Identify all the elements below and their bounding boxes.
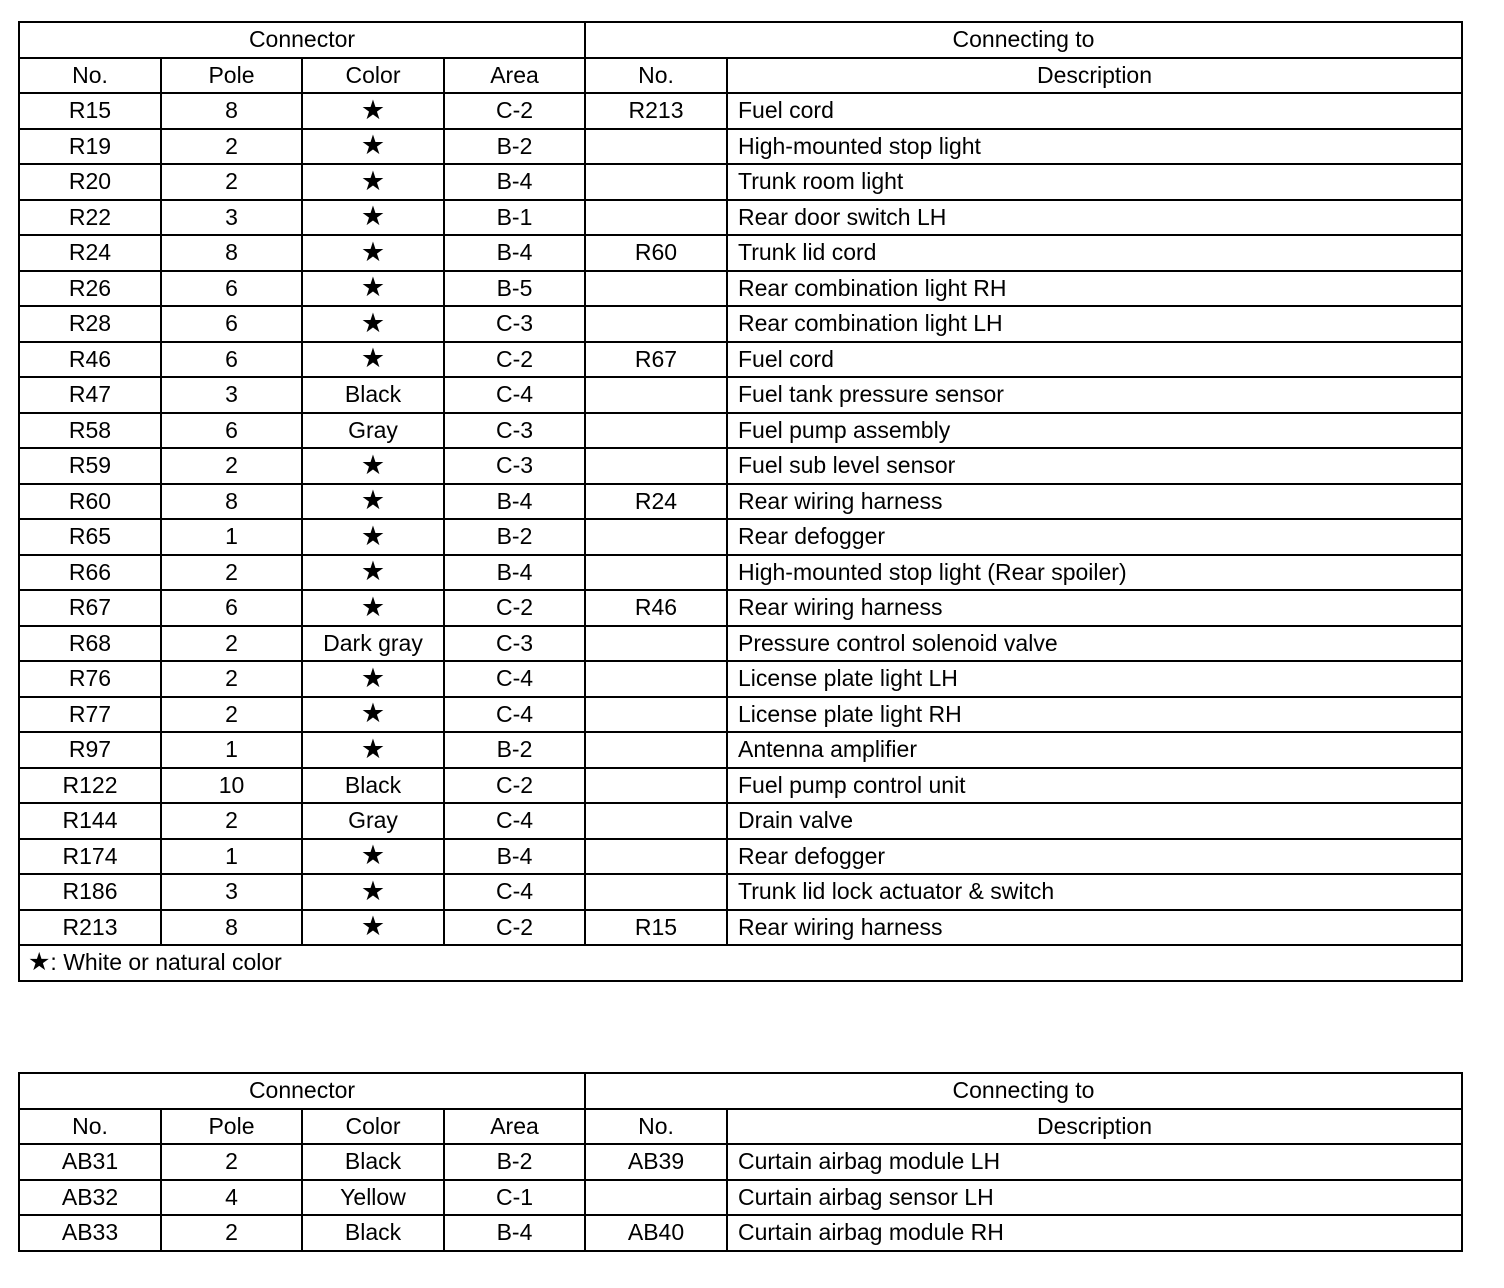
table-row <box>19 874 1462 910</box>
cell-area: B-2 <box>444 1144 585 1180</box>
cell-connecting-no <box>585 1180 727 1216</box>
cell-pole: 1 <box>161 519 302 555</box>
cell-color <box>302 93 444 129</box>
cell-connector-no: R59 <box>19 448 161 484</box>
connecting-to-group-header: Connecting to <box>585 22 1462 58</box>
cell-description: Antenna amplifier <box>727 732 1462 768</box>
cell-connector-no: R20 <box>19 164 161 200</box>
cell-area: B-4 <box>444 235 585 271</box>
cell-connecting-no <box>585 519 727 555</box>
cell-connector-no: AB33 <box>19 1215 161 1251</box>
table-footer <box>19 945 1462 981</box>
cell-color <box>302 306 444 342</box>
cell-connector-no: R15 <box>19 93 161 129</box>
cell-description: Curtain airbag module LH <box>727 1144 1462 1180</box>
cell-description: High-mounted stop light (Rear spoiler) <box>727 555 1462 591</box>
cell-color <box>302 590 444 626</box>
column-header-color: Color <box>302 1109 444 1145</box>
table-row <box>19 555 1462 591</box>
cell-pole: 8 <box>161 235 302 271</box>
table-row <box>19 1144 1462 1180</box>
cell-area: B-4 <box>444 1215 585 1251</box>
cell-pole: 2 <box>161 448 302 484</box>
table-row <box>19 93 1462 129</box>
cell-color <box>302 661 444 697</box>
cell-area: C-4 <box>444 697 585 733</box>
cell-description: Trunk room light <box>727 164 1462 200</box>
table-body <box>19 93 1462 945</box>
cell-pole: 1 <box>161 839 302 875</box>
cell-color: Gray <box>302 803 444 839</box>
cell-description: Fuel pump control unit <box>727 768 1462 804</box>
connector-group-header: Connector <box>19 22 585 58</box>
cell-area: C-3 <box>444 448 585 484</box>
cell-connector-no: R76 <box>19 661 161 697</box>
cell-area: C-2 <box>444 590 585 626</box>
star-icon: ★ <box>360 556 386 588</box>
cell-description: Fuel pump assembly <box>727 413 1462 449</box>
cell-connecting-no: AB40 <box>585 1215 727 1251</box>
table-row <box>19 910 1462 946</box>
table-row <box>19 271 1462 307</box>
cell-connector-no: R186 <box>19 874 161 910</box>
cell-color <box>302 732 444 768</box>
cell-connecting-no <box>585 200 727 236</box>
column-header-area: Area <box>444 58 585 94</box>
cell-area: C-2 <box>444 768 585 804</box>
cell-area: C-2 <box>444 93 585 129</box>
cell-connector-no: R68 <box>19 626 161 662</box>
cell-connecting-no <box>585 697 727 733</box>
cell-pole: 2 <box>161 661 302 697</box>
cell-color: Yellow <box>302 1180 444 1216</box>
cell-area: B-2 <box>444 129 585 165</box>
cell-connecting-no <box>585 413 727 449</box>
star-icon: ★ <box>360 733 386 765</box>
cell-connecting-no <box>585 803 727 839</box>
cell-pole: 2 <box>161 626 302 662</box>
cell-connector-no: R213 <box>19 910 161 946</box>
table-row <box>19 661 1462 697</box>
cell-connector-no: R67 <box>19 590 161 626</box>
column-header-row <box>19 1109 1462 1145</box>
cell-description: Pressure control solenoid valve <box>727 626 1462 662</box>
cell-description: Fuel cord <box>727 342 1462 378</box>
cell-description: Fuel tank pressure sensor <box>727 377 1462 413</box>
cell-pole: 10 <box>161 768 302 804</box>
cell-pole: 6 <box>161 342 302 378</box>
star-icon: ★ <box>360 875 386 907</box>
cell-pole: 2 <box>161 164 302 200</box>
column-header-color: Color <box>302 58 444 94</box>
connecting-to-group-header: Connecting to <box>585 1073 1462 1109</box>
cell-connector-no: R77 <box>19 697 161 733</box>
cell-color <box>302 448 444 484</box>
star-icon: ★ <box>360 201 386 233</box>
cell-color <box>302 519 444 555</box>
cell-connecting-no: R67 <box>585 342 727 378</box>
table-row <box>19 342 1462 378</box>
cell-description: License plate light LH <box>727 661 1462 697</box>
cell-connector-no: R122 <box>19 768 161 804</box>
cell-area: C-4 <box>444 803 585 839</box>
table-row <box>19 732 1462 768</box>
cell-description: Fuel cord <box>727 93 1462 129</box>
cell-description: Rear combination light RH <box>727 271 1462 307</box>
cell-connecting-no <box>585 448 727 484</box>
cell-description: Rear wiring harness <box>727 590 1462 626</box>
cell-color <box>302 129 444 165</box>
cell-area: B-1 <box>444 200 585 236</box>
cell-color <box>302 874 444 910</box>
cell-connector-no: R28 <box>19 306 161 342</box>
cell-area: C-3 <box>444 626 585 662</box>
cell-description: License plate light RH <box>727 697 1462 733</box>
cell-area: C-2 <box>444 910 585 946</box>
cell-area: B-4 <box>444 555 585 591</box>
cell-connector-no: R58 <box>19 413 161 449</box>
star-icon: ★ <box>360 130 386 162</box>
table-header <box>19 22 1462 93</box>
group-header-row <box>19 22 1462 58</box>
column-header-pole: Pole <box>161 58 302 94</box>
cell-color <box>302 910 444 946</box>
table-row <box>19 803 1462 839</box>
cell-area: C-3 <box>444 413 585 449</box>
legend-row <box>19 945 1462 981</box>
table-row <box>19 590 1462 626</box>
cell-area: B-4 <box>444 484 585 520</box>
table-row <box>19 413 1462 449</box>
table-row <box>19 200 1462 236</box>
star-icon: ★ <box>360 698 386 730</box>
cell-connecting-no: R60 <box>585 235 727 271</box>
cell-color: Dark gray <box>302 626 444 662</box>
cell-area: C-4 <box>444 661 585 697</box>
table-header <box>19 1073 1462 1144</box>
cell-connector-no: R144 <box>19 803 161 839</box>
connector-table-r <box>18 21 1463 982</box>
cell-area: B-5 <box>444 271 585 307</box>
cell-description: Rear wiring harness <box>727 484 1462 520</box>
cell-description: Drain valve <box>727 803 1462 839</box>
cell-pole: 1 <box>161 732 302 768</box>
connector-table-ab <box>18 1072 1463 1252</box>
cell-connecting-no <box>585 661 727 697</box>
star-icon: ★ <box>360 236 386 268</box>
table-row <box>19 519 1462 555</box>
cell-connector-no: R60 <box>19 484 161 520</box>
column-header-area: Area <box>444 1109 585 1145</box>
table-row <box>19 839 1462 875</box>
star-icon: ★ <box>360 911 386 943</box>
cell-connector-no: R26 <box>19 271 161 307</box>
cell-color <box>302 484 444 520</box>
cell-area: C-4 <box>444 377 585 413</box>
star-icon: ★ <box>360 840 386 872</box>
cell-connecting-no <box>585 768 727 804</box>
cell-pole: 2 <box>161 555 302 591</box>
cell-description: Curtain airbag sensor LH <box>727 1180 1462 1216</box>
cell-color: Black <box>302 768 444 804</box>
legend-text: : White or natural color <box>50 949 282 976</box>
cell-color <box>302 271 444 307</box>
cell-pole: 4 <box>161 1180 302 1216</box>
star-icon: ★ <box>360 165 386 197</box>
cell-connecting-no <box>585 874 727 910</box>
column-header-description: Description <box>727 58 1462 94</box>
cell-description: Rear door switch LH <box>727 200 1462 236</box>
cell-connecting-no <box>585 129 727 165</box>
cell-description: High-mounted stop light <box>727 129 1462 165</box>
star-icon: ★ <box>360 485 386 517</box>
cell-pole: 2 <box>161 697 302 733</box>
column-header-pole: Pole <box>161 1109 302 1145</box>
cell-connecting-no <box>585 555 727 591</box>
cell-color <box>302 235 444 271</box>
star-icon: ★ <box>360 272 386 304</box>
cell-area: C-3 <box>444 306 585 342</box>
cell-description: Curtain airbag module RH <box>727 1215 1462 1251</box>
cell-area: C-4 <box>444 874 585 910</box>
cell-connector-no: R66 <box>19 555 161 591</box>
cell-connector-no: R46 <box>19 342 161 378</box>
cell-connector-no: R174 <box>19 839 161 875</box>
table-row <box>19 1180 1462 1216</box>
cell-description: Trunk lid lock actuator & switch <box>727 874 1462 910</box>
cell-connecting-no <box>585 839 727 875</box>
column-header-connecting-no: No. <box>585 58 727 94</box>
cell-connecting-no <box>585 377 727 413</box>
cell-color <box>302 164 444 200</box>
cell-pole: 8 <box>161 93 302 129</box>
cell-connector-no: R47 <box>19 377 161 413</box>
cell-pole: 8 <box>161 484 302 520</box>
cell-pole: 8 <box>161 910 302 946</box>
table-row <box>19 164 1462 200</box>
cell-pole: 3 <box>161 377 302 413</box>
cell-area: C-1 <box>444 1180 585 1216</box>
cell-area: B-2 <box>444 732 585 768</box>
star-icon: ★ <box>360 520 386 552</box>
cell-description: Rear combination light LH <box>727 306 1462 342</box>
connector-group-header: Connector <box>19 1073 585 1109</box>
cell-color: Black <box>302 377 444 413</box>
cell-connecting-no <box>585 164 727 200</box>
table-row <box>19 306 1462 342</box>
cell-description: Rear defogger <box>727 839 1462 875</box>
column-header-row <box>19 58 1462 94</box>
cell-color <box>302 342 444 378</box>
cell-pole: 6 <box>161 590 302 626</box>
cell-area: B-4 <box>444 164 585 200</box>
cell-description: Fuel sub level sensor <box>727 448 1462 484</box>
table-row <box>19 697 1462 733</box>
cell-color: Black <box>302 1215 444 1251</box>
column-header-connecting-no: No. <box>585 1109 727 1145</box>
cell-pole: 6 <box>161 271 302 307</box>
cell-color <box>302 839 444 875</box>
cell-description: Rear defogger <box>727 519 1462 555</box>
cell-pole: 3 <box>161 874 302 910</box>
cell-color: Black <box>302 1144 444 1180</box>
cell-pole: 2 <box>161 1144 302 1180</box>
cell-description: Trunk lid cord <box>727 235 1462 271</box>
cell-connecting-no <box>585 306 727 342</box>
table-body <box>19 1144 1462 1251</box>
cell-color <box>302 200 444 236</box>
cell-connecting-no: R24 <box>585 484 727 520</box>
table-row <box>19 626 1462 662</box>
cell-connecting-no: R15 <box>585 910 727 946</box>
cell-pole: 2 <box>161 1215 302 1251</box>
cell-connecting-no: R46 <box>585 590 727 626</box>
cell-connector-no: R22 <box>19 200 161 236</box>
column-header-no: No. <box>19 1109 161 1145</box>
star-icon: ★ <box>360 591 386 623</box>
cell-connector-no: AB31 <box>19 1144 161 1180</box>
cell-pole: 6 <box>161 413 302 449</box>
group-header-row <box>19 1073 1462 1109</box>
cell-connecting-no: R213 <box>585 93 727 129</box>
table-row <box>19 235 1462 271</box>
legend-cell <box>19 945 1462 981</box>
cell-connector-no: AB32 <box>19 1180 161 1216</box>
cell-connecting-no <box>585 271 727 307</box>
cell-connecting-no <box>585 626 727 662</box>
table-row <box>19 448 1462 484</box>
cell-color <box>302 555 444 591</box>
cell-pole: 3 <box>161 200 302 236</box>
cell-connecting-no <box>585 732 727 768</box>
cell-connector-no: R65 <box>19 519 161 555</box>
cell-area: B-4 <box>444 839 585 875</box>
cell-description: Rear wiring harness <box>727 910 1462 946</box>
column-header-no: No. <box>19 58 161 94</box>
star-icon: ★ <box>360 94 386 126</box>
table-row <box>19 377 1462 413</box>
cell-color <box>302 697 444 733</box>
table-row <box>19 129 1462 165</box>
cell-connector-no: R24 <box>19 235 161 271</box>
star-icon: ★ <box>360 662 386 694</box>
cell-pole: 2 <box>161 129 302 165</box>
cell-connector-no: R97 <box>19 732 161 768</box>
cell-area: C-2 <box>444 342 585 378</box>
star-icon: ★ <box>360 307 386 339</box>
table-row <box>19 484 1462 520</box>
cell-pole: 2 <box>161 803 302 839</box>
table-row <box>19 1215 1462 1251</box>
cell-connector-no: R19 <box>19 129 161 165</box>
table-row <box>19 768 1462 804</box>
star-icon: ★ <box>360 343 386 375</box>
star-icon: ★ <box>360 449 386 481</box>
cell-connecting-no: AB39 <box>585 1144 727 1180</box>
cell-color: Gray <box>302 413 444 449</box>
cell-pole: 6 <box>161 306 302 342</box>
column-header-description: Description <box>727 1109 1462 1145</box>
cell-area: B-2 <box>444 519 585 555</box>
star-icon: ★ <box>28 947 51 977</box>
